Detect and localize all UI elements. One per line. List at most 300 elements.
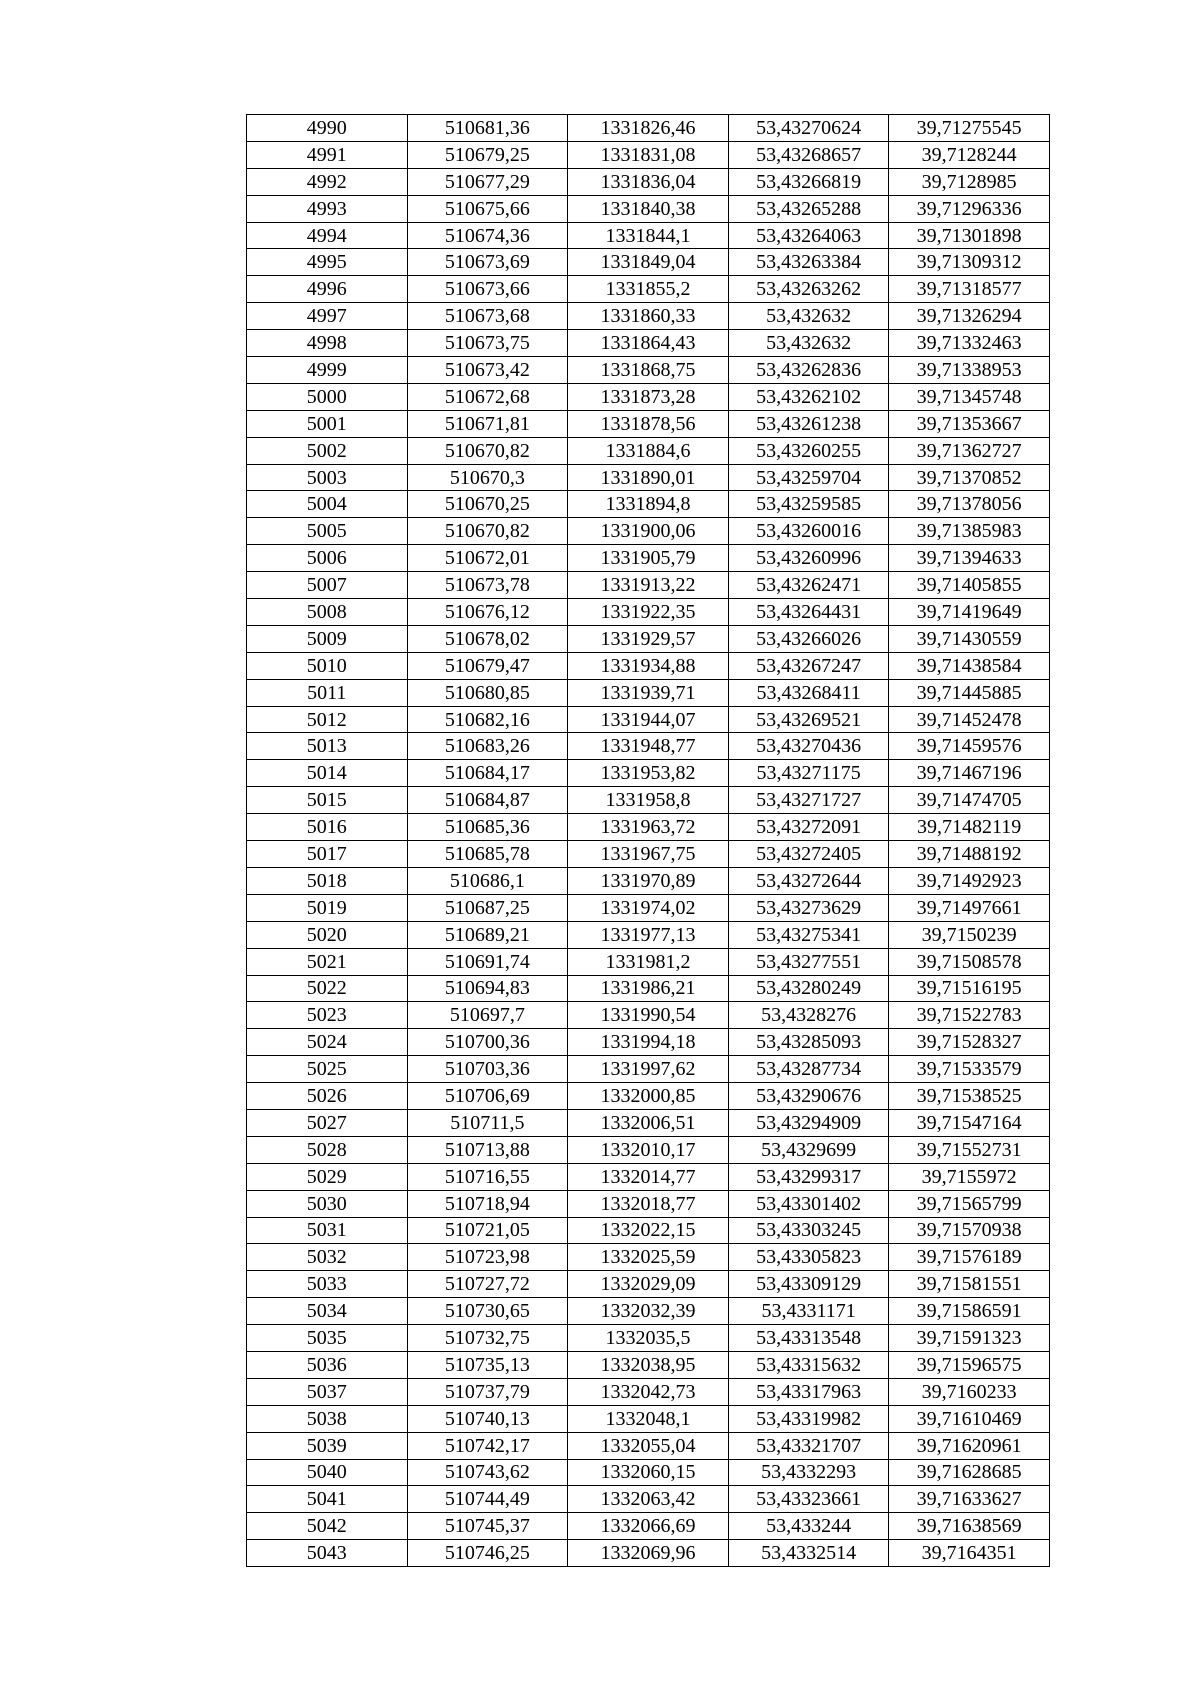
y-coordinate-cell: 1331986,21	[568, 975, 729, 1002]
latitude-cell: 53,43267247	[728, 652, 889, 679]
table-row	[247, 1298, 1050, 1325]
point-number-cell: 4999	[247, 357, 408, 384]
table-row	[247, 599, 1050, 626]
x-coordinate-cell: 510679,25	[407, 141, 568, 168]
x-coordinate-cell: 510677,29	[407, 168, 568, 195]
table-row	[247, 330, 1050, 357]
point-number-cell: 5002	[247, 437, 408, 464]
coordinates-table-body	[247, 115, 1050, 1567]
latitude-cell: 53,4332293	[728, 1459, 889, 1486]
table-row	[247, 1163, 1050, 1190]
longitude-cell: 39,71301898	[889, 222, 1050, 249]
x-coordinate-cell: 510673,78	[407, 572, 568, 599]
latitude-cell: 53,43268411	[728, 679, 889, 706]
longitude-cell: 39,7128985	[889, 168, 1050, 195]
latitude-cell: 53,43264063	[728, 222, 889, 249]
y-coordinate-cell: 1332069,96	[568, 1540, 729, 1567]
longitude-cell: 39,71533579	[889, 1056, 1050, 1083]
longitude-cell: 39,71318577	[889, 276, 1050, 303]
x-coordinate-cell: 510745,37	[407, 1513, 568, 1540]
longitude-cell: 39,71405855	[889, 572, 1050, 599]
y-coordinate-cell: 1332035,5	[568, 1325, 729, 1352]
y-coordinate-cell: 1332010,17	[568, 1136, 729, 1163]
longitude-cell: 39,71570938	[889, 1217, 1050, 1244]
longitude-cell: 39,71370852	[889, 464, 1050, 491]
latitude-cell: 53,43275341	[728, 921, 889, 948]
longitude-cell: 39,71419649	[889, 599, 1050, 626]
x-coordinate-cell: 510697,7	[407, 1002, 568, 1029]
longitude-cell: 39,71488192	[889, 841, 1050, 868]
longitude-cell: 39,71497661	[889, 894, 1050, 921]
longitude-cell: 39,71362727	[889, 437, 1050, 464]
point-number-cell: 4995	[247, 249, 408, 276]
point-number-cell: 5031	[247, 1217, 408, 1244]
x-coordinate-cell: 510670,82	[407, 437, 568, 464]
longitude-cell: 39,71492923	[889, 867, 1050, 894]
table-row	[247, 1083, 1050, 1110]
point-number-cell: 5011	[247, 679, 408, 706]
latitude-cell: 53,43270436	[728, 733, 889, 760]
latitude-cell: 53,432632	[728, 330, 889, 357]
longitude-cell: 39,71459576	[889, 733, 1050, 760]
point-number-cell: 5014	[247, 760, 408, 787]
longitude-cell: 39,71338953	[889, 357, 1050, 384]
x-coordinate-cell: 510673,42	[407, 357, 568, 384]
longitude-cell: 39,71565799	[889, 1190, 1050, 1217]
point-number-cell: 4992	[247, 168, 408, 195]
point-number-cell: 5035	[247, 1325, 408, 1352]
latitude-cell: 53,43259704	[728, 464, 889, 491]
longitude-cell: 39,7150239	[889, 921, 1050, 948]
latitude-cell: 53,43280249	[728, 975, 889, 1002]
x-coordinate-cell: 510674,36	[407, 222, 568, 249]
x-coordinate-cell: 510706,69	[407, 1083, 568, 1110]
table-row	[247, 625, 1050, 652]
latitude-cell: 53,43272405	[728, 841, 889, 868]
x-coordinate-cell: 510687,25	[407, 894, 568, 921]
x-coordinate-cell: 510694,83	[407, 975, 568, 1002]
latitude-cell: 53,43262471	[728, 572, 889, 599]
y-coordinate-cell: 1331868,75	[568, 357, 729, 384]
y-coordinate-cell: 1331990,54	[568, 1002, 729, 1029]
y-coordinate-cell: 1331905,79	[568, 545, 729, 572]
longitude-cell: 39,71296336	[889, 195, 1050, 222]
y-coordinate-cell: 1331849,04	[568, 249, 729, 276]
latitude-cell: 53,4332514	[728, 1540, 889, 1567]
latitude-cell: 53,43272644	[728, 867, 889, 894]
point-number-cell: 5012	[247, 706, 408, 733]
y-coordinate-cell: 1332038,95	[568, 1351, 729, 1378]
table-row	[247, 948, 1050, 975]
latitude-cell: 53,43301402	[728, 1190, 889, 1217]
latitude-cell: 53,43261238	[728, 410, 889, 437]
table-row	[247, 518, 1050, 545]
y-coordinate-cell: 1331977,13	[568, 921, 729, 948]
point-number-cell: 5013	[247, 733, 408, 760]
x-coordinate-cell: 510737,79	[407, 1378, 568, 1405]
y-coordinate-cell: 1331944,07	[568, 706, 729, 733]
x-coordinate-cell: 510742,17	[407, 1432, 568, 1459]
table-row	[247, 1029, 1050, 1056]
latitude-cell: 53,43315632	[728, 1351, 889, 1378]
longitude-cell: 39,71610469	[889, 1405, 1050, 1432]
x-coordinate-cell: 510685,36	[407, 814, 568, 841]
y-coordinate-cell: 1331831,08	[568, 141, 729, 168]
longitude-cell: 39,71378056	[889, 491, 1050, 518]
table-row	[247, 1271, 1050, 1298]
x-coordinate-cell: 510730,65	[407, 1298, 568, 1325]
point-number-cell: 5009	[247, 625, 408, 652]
x-coordinate-cell: 510700,36	[407, 1029, 568, 1056]
point-number-cell: 5000	[247, 383, 408, 410]
point-number-cell: 5034	[247, 1298, 408, 1325]
x-coordinate-cell: 510683,26	[407, 733, 568, 760]
x-coordinate-cell: 510671,81	[407, 410, 568, 437]
point-number-cell: 5005	[247, 518, 408, 545]
latitude-cell: 53,4331171	[728, 1298, 889, 1325]
point-number-cell: 5019	[247, 894, 408, 921]
latitude-cell: 53,43309129	[728, 1271, 889, 1298]
x-coordinate-cell: 510686,1	[407, 867, 568, 894]
x-coordinate-cell: 510727,72	[407, 1271, 568, 1298]
y-coordinate-cell: 1332042,73	[568, 1378, 729, 1405]
point-number-cell: 4994	[247, 222, 408, 249]
table-row	[247, 1486, 1050, 1513]
y-coordinate-cell: 1331836,04	[568, 168, 729, 195]
point-number-cell: 5022	[247, 975, 408, 1002]
x-coordinate-cell: 510675,66	[407, 195, 568, 222]
latitude-cell: 53,43260255	[728, 437, 889, 464]
table-row	[247, 787, 1050, 814]
latitude-cell: 53,433244	[728, 1513, 889, 1540]
longitude-cell: 39,71332463	[889, 330, 1050, 357]
latitude-cell: 53,43272091	[728, 814, 889, 841]
point-number-cell: 5017	[247, 841, 408, 868]
point-number-cell: 5007	[247, 572, 408, 599]
longitude-cell: 39,71430559	[889, 625, 1050, 652]
point-number-cell: 5033	[247, 1271, 408, 1298]
x-coordinate-cell: 510682,16	[407, 706, 568, 733]
y-coordinate-cell: 1331974,02	[568, 894, 729, 921]
longitude-cell: 39,71326294	[889, 303, 1050, 330]
table-row	[247, 1405, 1050, 1432]
longitude-cell: 39,71576189	[889, 1244, 1050, 1271]
y-coordinate-cell: 1331997,62	[568, 1056, 729, 1083]
y-coordinate-cell: 1331922,35	[568, 599, 729, 626]
y-coordinate-cell: 1332048,1	[568, 1405, 729, 1432]
y-coordinate-cell: 1332063,42	[568, 1486, 729, 1513]
x-coordinate-cell: 510673,68	[407, 303, 568, 330]
latitude-cell: 53,43285093	[728, 1029, 889, 1056]
point-number-cell: 5020	[247, 921, 408, 948]
table-row	[247, 814, 1050, 841]
latitude-cell: 53,43266819	[728, 168, 889, 195]
table-row	[247, 168, 1050, 195]
table-row	[247, 1378, 1050, 1405]
table-row	[247, 1056, 1050, 1083]
table-row	[247, 357, 1050, 384]
x-coordinate-cell: 510680,85	[407, 679, 568, 706]
latitude-cell: 53,4328276	[728, 1002, 889, 1029]
longitude-cell: 39,7155972	[889, 1163, 1050, 1190]
latitude-cell: 53,43260996	[728, 545, 889, 572]
longitude-cell: 39,71528327	[889, 1029, 1050, 1056]
x-coordinate-cell: 510685,78	[407, 841, 568, 868]
latitude-cell: 53,43264431	[728, 599, 889, 626]
point-number-cell: 4991	[247, 141, 408, 168]
y-coordinate-cell: 1331981,2	[568, 948, 729, 975]
point-number-cell: 4996	[247, 276, 408, 303]
table-row	[247, 437, 1050, 464]
point-number-cell: 5043	[247, 1540, 408, 1567]
table-row	[247, 706, 1050, 733]
x-coordinate-cell: 510740,13	[407, 1405, 568, 1432]
table-row	[247, 679, 1050, 706]
table-row	[247, 1459, 1050, 1486]
point-number-cell: 4997	[247, 303, 408, 330]
latitude-cell: 53,43271175	[728, 760, 889, 787]
y-coordinate-cell: 1331878,56	[568, 410, 729, 437]
latitude-cell: 53,43305823	[728, 1244, 889, 1271]
x-coordinate-cell: 510673,69	[407, 249, 568, 276]
latitude-cell: 53,4329699	[728, 1136, 889, 1163]
latitude-cell: 53,43262836	[728, 357, 889, 384]
y-coordinate-cell: 1331958,8	[568, 787, 729, 814]
longitude-cell: 39,71452478	[889, 706, 1050, 733]
table-row	[247, 1002, 1050, 1029]
table-row	[247, 733, 1050, 760]
y-coordinate-cell: 1331967,75	[568, 841, 729, 868]
x-coordinate-cell: 510711,5	[407, 1109, 568, 1136]
table-row	[247, 383, 1050, 410]
table-row	[247, 141, 1050, 168]
table-row	[247, 921, 1050, 948]
longitude-cell: 39,71516195	[889, 975, 1050, 1002]
table-row	[247, 1109, 1050, 1136]
longitude-cell: 39,71596575	[889, 1351, 1050, 1378]
y-coordinate-cell: 1331953,82	[568, 760, 729, 787]
y-coordinate-cell: 1331826,46	[568, 115, 729, 142]
latitude-cell: 53,43303245	[728, 1217, 889, 1244]
latitude-cell: 53,43270624	[728, 115, 889, 142]
table-row	[247, 841, 1050, 868]
table-row	[247, 572, 1050, 599]
table-row	[247, 303, 1050, 330]
table-row	[247, 222, 1050, 249]
latitude-cell: 53,432632	[728, 303, 889, 330]
longitude-cell: 39,71309312	[889, 249, 1050, 276]
x-coordinate-cell: 510670,3	[407, 464, 568, 491]
x-coordinate-cell: 510721,05	[407, 1217, 568, 1244]
y-coordinate-cell: 1331970,89	[568, 867, 729, 894]
table-row	[247, 276, 1050, 303]
point-number-cell: 5010	[247, 652, 408, 679]
latitude-cell: 53,43268657	[728, 141, 889, 168]
point-number-cell: 5023	[247, 1002, 408, 1029]
y-coordinate-cell: 1331855,2	[568, 276, 729, 303]
longitude-cell: 39,71628685	[889, 1459, 1050, 1486]
longitude-cell: 39,71581551	[889, 1271, 1050, 1298]
latitude-cell: 53,43265288	[728, 195, 889, 222]
table-row	[247, 410, 1050, 437]
y-coordinate-cell: 1332018,77	[568, 1190, 729, 1217]
point-number-cell: 5037	[247, 1378, 408, 1405]
latitude-cell: 53,43294909	[728, 1109, 889, 1136]
table-row	[247, 1432, 1050, 1459]
x-coordinate-cell: 510681,36	[407, 115, 568, 142]
table-row	[247, 1217, 1050, 1244]
x-coordinate-cell: 510691,74	[407, 948, 568, 975]
point-number-cell: 5036	[247, 1351, 408, 1378]
y-coordinate-cell: 1332006,51	[568, 1109, 729, 1136]
table-row	[247, 760, 1050, 787]
point-number-cell: 5028	[247, 1136, 408, 1163]
point-number-cell: 5021	[247, 948, 408, 975]
table-row	[247, 491, 1050, 518]
longitude-cell: 39,71586591	[889, 1298, 1050, 1325]
y-coordinate-cell: 1331963,72	[568, 814, 729, 841]
latitude-cell: 53,43273629	[728, 894, 889, 921]
longitude-cell: 39,71353667	[889, 410, 1050, 437]
x-coordinate-cell: 510678,02	[407, 625, 568, 652]
point-number-cell: 5042	[247, 1513, 408, 1540]
latitude-cell: 53,43319982	[728, 1405, 889, 1432]
x-coordinate-cell: 510676,12	[407, 599, 568, 626]
point-number-cell: 5018	[247, 867, 408, 894]
longitude-cell: 39,71538525	[889, 1083, 1050, 1110]
longitude-cell: 39,71438584	[889, 652, 1050, 679]
y-coordinate-cell: 1331864,43	[568, 330, 729, 357]
table-row	[247, 545, 1050, 572]
y-coordinate-cell: 1331890,01	[568, 464, 729, 491]
y-coordinate-cell: 1331948,77	[568, 733, 729, 760]
x-coordinate-cell: 510735,13	[407, 1351, 568, 1378]
y-coordinate-cell: 1332055,04	[568, 1432, 729, 1459]
y-coordinate-cell: 1331934,88	[568, 652, 729, 679]
longitude-cell: 39,71547164	[889, 1109, 1050, 1136]
x-coordinate-cell: 510746,25	[407, 1540, 568, 1567]
table-row	[247, 1540, 1050, 1567]
latitude-cell: 53,43313548	[728, 1325, 889, 1352]
table-row	[247, 249, 1050, 276]
latitude-cell: 53,43259585	[728, 491, 889, 518]
longitude-cell: 39,71522783	[889, 1002, 1050, 1029]
point-number-cell: 5038	[247, 1405, 408, 1432]
table-row	[247, 894, 1050, 921]
y-coordinate-cell: 1332029,09	[568, 1271, 729, 1298]
x-coordinate-cell: 510716,55	[407, 1163, 568, 1190]
x-coordinate-cell: 510713,88	[407, 1136, 568, 1163]
longitude-cell: 39,71394633	[889, 545, 1050, 572]
point-number-cell: 5025	[247, 1056, 408, 1083]
longitude-cell: 39,7160233	[889, 1378, 1050, 1405]
x-coordinate-cell: 510718,94	[407, 1190, 568, 1217]
longitude-cell: 39,71482119	[889, 814, 1050, 841]
point-number-cell: 5026	[247, 1083, 408, 1110]
table-row	[247, 115, 1050, 142]
longitude-cell: 39,71445885	[889, 679, 1050, 706]
x-coordinate-cell: 510670,25	[407, 491, 568, 518]
y-coordinate-cell: 1332066,69	[568, 1513, 729, 1540]
point-number-cell: 5001	[247, 410, 408, 437]
longitude-cell: 39,71633627	[889, 1486, 1050, 1513]
y-coordinate-cell: 1332060,15	[568, 1459, 729, 1486]
x-coordinate-cell: 510672,68	[407, 383, 568, 410]
point-number-cell: 5015	[247, 787, 408, 814]
longitude-cell: 39,71508578	[889, 948, 1050, 975]
latitude-cell: 53,43299317	[728, 1163, 889, 1190]
x-coordinate-cell: 510673,75	[407, 330, 568, 357]
point-number-cell: 4998	[247, 330, 408, 357]
y-coordinate-cell: 1331929,57	[568, 625, 729, 652]
x-coordinate-cell: 510670,82	[407, 518, 568, 545]
longitude-cell: 39,71591323	[889, 1325, 1050, 1352]
latitude-cell: 53,43290676	[728, 1083, 889, 1110]
latitude-cell: 53,43269521	[728, 706, 889, 733]
y-coordinate-cell: 1332000,85	[568, 1083, 729, 1110]
x-coordinate-cell: 510743,62	[407, 1459, 568, 1486]
table-row	[247, 867, 1050, 894]
x-coordinate-cell: 510672,01	[407, 545, 568, 572]
y-coordinate-cell: 1331894,8	[568, 491, 729, 518]
table-row	[247, 195, 1050, 222]
point-number-cell: 5024	[247, 1029, 408, 1056]
point-number-cell: 4990	[247, 115, 408, 142]
table-row	[247, 1325, 1050, 1352]
x-coordinate-cell: 510679,47	[407, 652, 568, 679]
longitude-cell: 39,71638569	[889, 1513, 1050, 1540]
x-coordinate-cell: 510732,75	[407, 1325, 568, 1352]
point-number-cell: 5032	[247, 1244, 408, 1271]
y-coordinate-cell: 1332014,77	[568, 1163, 729, 1190]
latitude-cell: 53,43323661	[728, 1486, 889, 1513]
latitude-cell: 53,43321707	[728, 1432, 889, 1459]
point-number-cell: 5027	[247, 1109, 408, 1136]
y-coordinate-cell: 1332032,39	[568, 1298, 729, 1325]
table-row	[247, 652, 1050, 679]
y-coordinate-cell: 1332025,59	[568, 1244, 729, 1271]
y-coordinate-cell: 1331884,6	[568, 437, 729, 464]
point-number-cell: 5003	[247, 464, 408, 491]
longitude-cell: 39,7128244	[889, 141, 1050, 168]
y-coordinate-cell: 1331873,28	[568, 383, 729, 410]
y-coordinate-cell: 1331939,71	[568, 679, 729, 706]
latitude-cell: 53,43287734	[728, 1056, 889, 1083]
latitude-cell: 53,43277551	[728, 948, 889, 975]
latitude-cell: 53,43262102	[728, 383, 889, 410]
latitude-cell: 53,43317963	[728, 1378, 889, 1405]
longitude-cell: 39,71345748	[889, 383, 1050, 410]
point-number-cell: 4993	[247, 195, 408, 222]
y-coordinate-cell: 1331900,06	[568, 518, 729, 545]
longitude-cell: 39,71552731	[889, 1136, 1050, 1163]
x-coordinate-cell: 510723,98	[407, 1244, 568, 1271]
point-number-cell: 5004	[247, 491, 408, 518]
y-coordinate-cell: 1331840,38	[568, 195, 729, 222]
point-number-cell: 5016	[247, 814, 408, 841]
y-coordinate-cell: 1331860,33	[568, 303, 729, 330]
y-coordinate-cell: 1332022,15	[568, 1217, 729, 1244]
table-row	[247, 1190, 1050, 1217]
longitude-cell: 39,71467196	[889, 760, 1050, 787]
table-row	[247, 464, 1050, 491]
point-number-cell: 5041	[247, 1486, 408, 1513]
y-coordinate-cell: 1331913,22	[568, 572, 729, 599]
table-row	[247, 1513, 1050, 1540]
table-row	[247, 1244, 1050, 1271]
table-row	[247, 1351, 1050, 1378]
x-coordinate-cell: 510689,21	[407, 921, 568, 948]
